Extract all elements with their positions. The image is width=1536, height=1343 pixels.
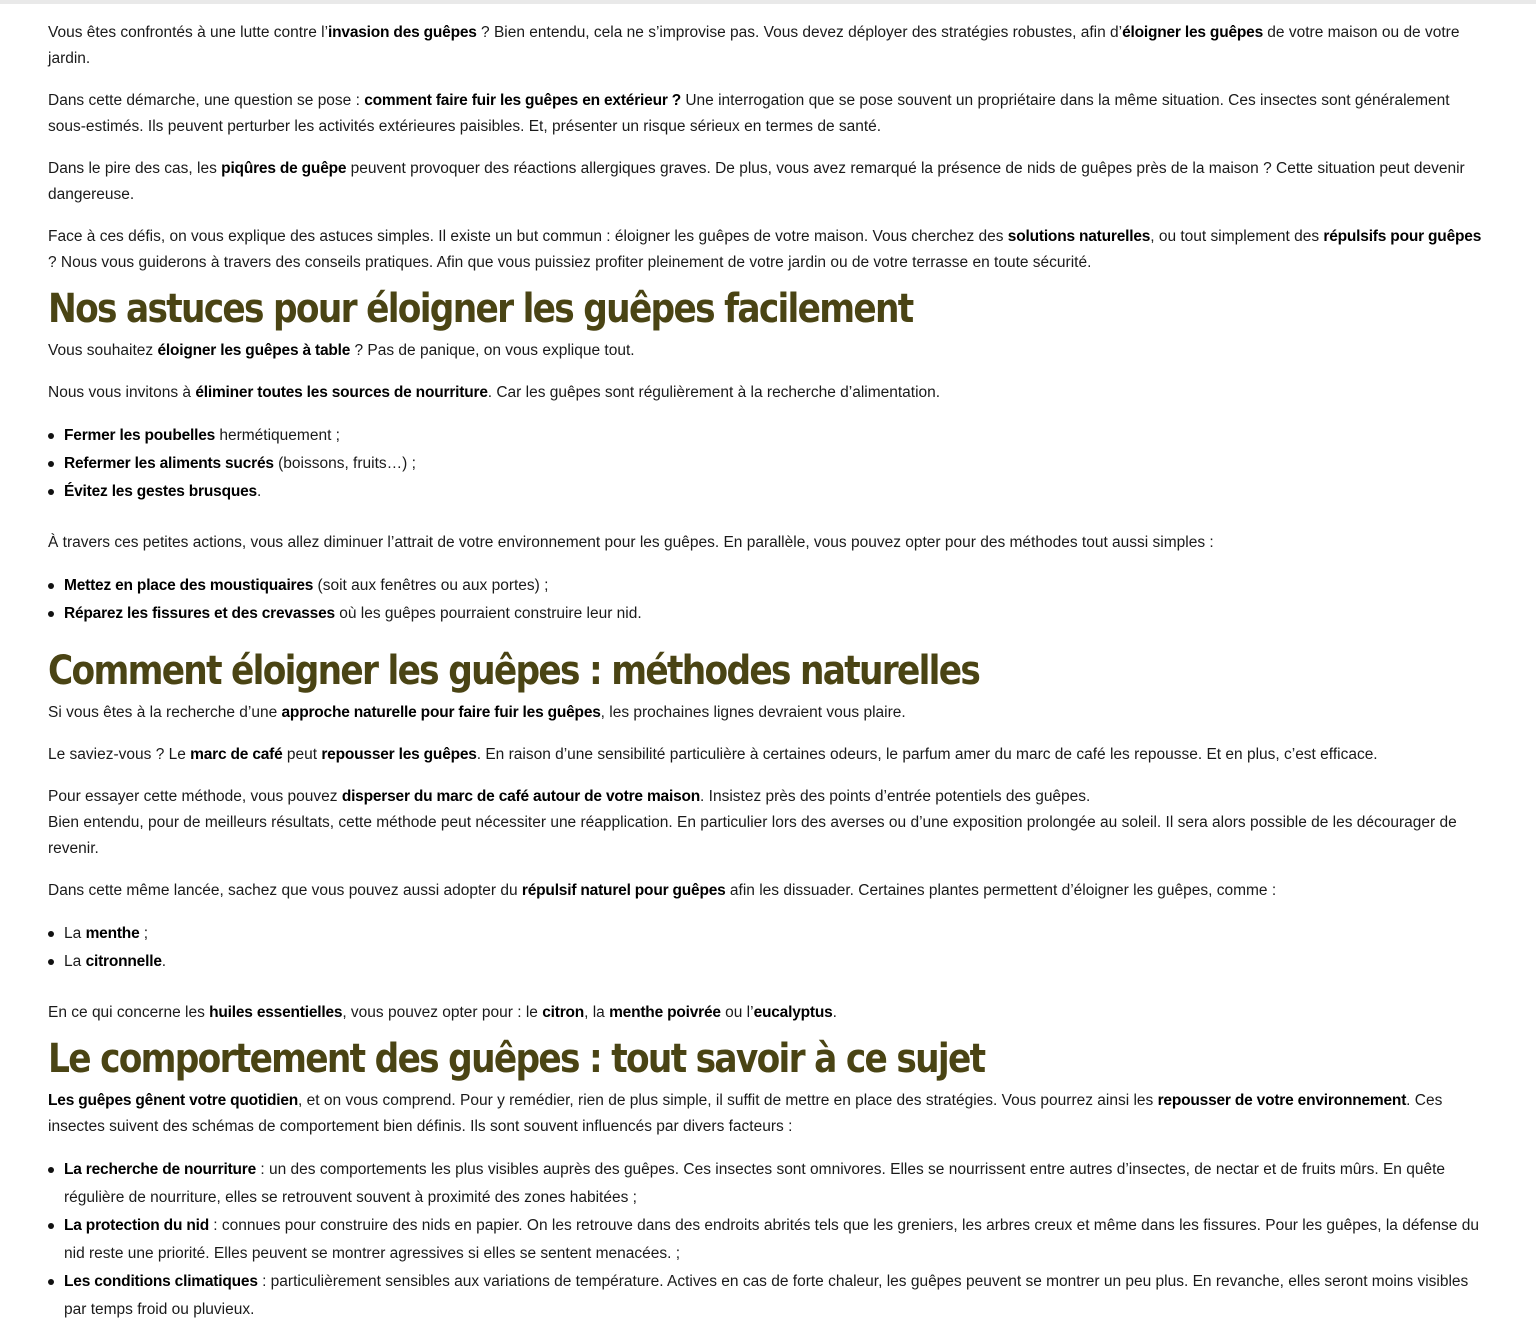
section-heading: Nos astuces pour éloigner les guêpes facilement	[48, 286, 913, 332]
section-paragraph: À travers ces petites actions, vous allez diminuer l’attrait de votre environnement pour les guêpes. En parallèle, vous pouvez opter pour des méthodes tout aussi simples :	[48, 534, 1214, 551]
list-item: Réparez les fissures et des crevasses où les guêpes pourraient construire leur nid.	[64, 600, 1488, 628]
bullet-list	[48, 1156, 1488, 1324]
bullet-list	[48, 572, 1488, 628]
list-item: La citronnelle.	[64, 948, 1488, 976]
list-item: La recherche de nourriture : un des comportements les plus visibles auprès des guêpes. Ces insectes sont omnivores. Elles se nourrissent entre autres d’insectes, de nectar et de fruits mûrs. En quête régulière de nourriture, elles se retrouvent souvent à proximité des zones habitées ;	[64, 1156, 1488, 1212]
list-item: Refermer les aliments sucrés (boissons, fruits…) ;	[64, 450, 1488, 478]
section-heading: Comment éloigner les guêpes : méthodes naturelles	[48, 648, 980, 694]
intro-paragraph: Vous êtes confrontés à une lutte contre l’invasion des guêpes ? Bien entendu, cela ne s’improvise pas. Vous devez déployer des stratégies robustes, afin d’éloigner les guêpes de votre maison ou de votre jardin.	[48, 24, 1460, 67]
section-paragraph: Le saviez-vous ? Le marc de café peut repousser les guêpes. En raison d’une sensibilité particulière à certaines odeurs, le parfum amer du marc de café les repousse. Et en plus, c’est efficace.	[48, 746, 1378, 763]
section-paragraph: Nous vous invitons à éliminer toutes les sources de nourriture. Car les guêpes sont régulièrement à la recherche d’alimentation.	[48, 384, 941, 401]
section-paragraph: Si vous êtes à la recherche d’une approche naturelle pour faire fuir les guêpes, les prochaines lignes devraient vous plaire.	[48, 704, 906, 721]
top-border	[0, 0, 1536, 4]
list-item: La menthe ;	[64, 920, 1488, 948]
section-paragraph: Pour essayer cette méthode, vous pouvez disperser du marc de café autour de votre maison. Insistez près des points d’entrée potentiels des guêpes. Bien entendu, pour de meilleurs résultats, cette méthode peut nécessiter une réapplication. En particulier lors des averses ou d’une exposition prolongée au soleil. Il sera alors possible de les décourager de revenir.	[48, 788, 1457, 857]
section-paragraph: Vous souhaitez éloigner les guêpes à table ? Pas de panique, on vous explique tout.	[48, 342, 635, 359]
list-item: La protection du nid : connues pour construire des nids en papier. On les retrouve dans des endroits abrités tels que les greniers, les arbres creux et même dans les fissures. Pour les guêpes, la défense du nid reste une priorité. Elles peuvent se montrer agressives si elles se sentent menacées. ;	[64, 1212, 1488, 1268]
list-item: Évitez les gestes brusques.	[64, 478, 1488, 506]
section-heading: Le comportement des guêpes : tout savoir à ce sujet	[48, 1036, 985, 1082]
intro-paragraph: Dans cette démarche, une question se pose : comment faire fuir les guêpes en extérieur ? Une interrogation que se pose souvent un propriétaire dans la même situation. Ces insectes sont généralement sous-estimés. Ils peuvent perturber les activités extérieures paisibles. Et, présenter un risque sérieux en termes de santé.	[48, 92, 1450, 135]
intro-paragraph: Face à ces défis, on vous explique des astuces simples. Il existe un but commun : éloigner les guêpes de votre maison. Vous cherchez des solutions naturelles, ou tout simplement des répulsifs pour guêpes ? Nous vous guiderons à travers des conseils pratiques. Afin que vous puissiez profiter pleinement de votre jardin ou de votre terrasse en toute sécurité.	[48, 228, 1482, 271]
section-paragraph: Dans cette même lancée, sachez que vous pouvez aussi adopter du répulsif naturel pour guêpes afin les dissuader. Certaines plantes permettent d’éloigner les guêpes, comme :	[48, 882, 1277, 899]
bullet-list	[48, 422, 1488, 506]
list-item: Les conditions climatiques : particulièrement sensibles aux variations de température. Actives en cas de forte chaleur, les guêpes peuvent se montrer un peu plus. En revanche, elles seront moins visibles par temps froid ou pluvieux.	[64, 1268, 1488, 1324]
article-body	[48, 20, 1488, 1324]
section-paragraph: Les guêpes gênent votre quotidien, et on vous comprend. Pour y remédier, rien de plus simple, il suffit de mettre en place des stratégies. Vous pourrez ainsi les repousser de votre environnement. Ces insectes suivent des schémas de comportement bien définis. Ils sont souvent influencés par divers facteurs :	[48, 1092, 1443, 1135]
intro-paragraph: Dans le pire des cas, les piqûres de guêpe peuvent provoquer des réactions allergiques graves. De plus, vous avez remarqué la présence de nids de guêpes près de la maison ? Cette situation peut devenir dangereuse.	[48, 160, 1465, 203]
list-item: Mettez en place des moustiquaires (soit aux fenêtres ou aux portes) ;	[64, 572, 1488, 600]
section-paragraph: En ce qui concerne les huiles essentielles, vous pouvez opter pour : le citron, la menthe poivrée ou l’eucalyptus.	[48, 1004, 837, 1021]
list-item: Fermer les poubelles hermétiquement ;	[64, 422, 1488, 450]
bullet-list	[48, 920, 1488, 976]
